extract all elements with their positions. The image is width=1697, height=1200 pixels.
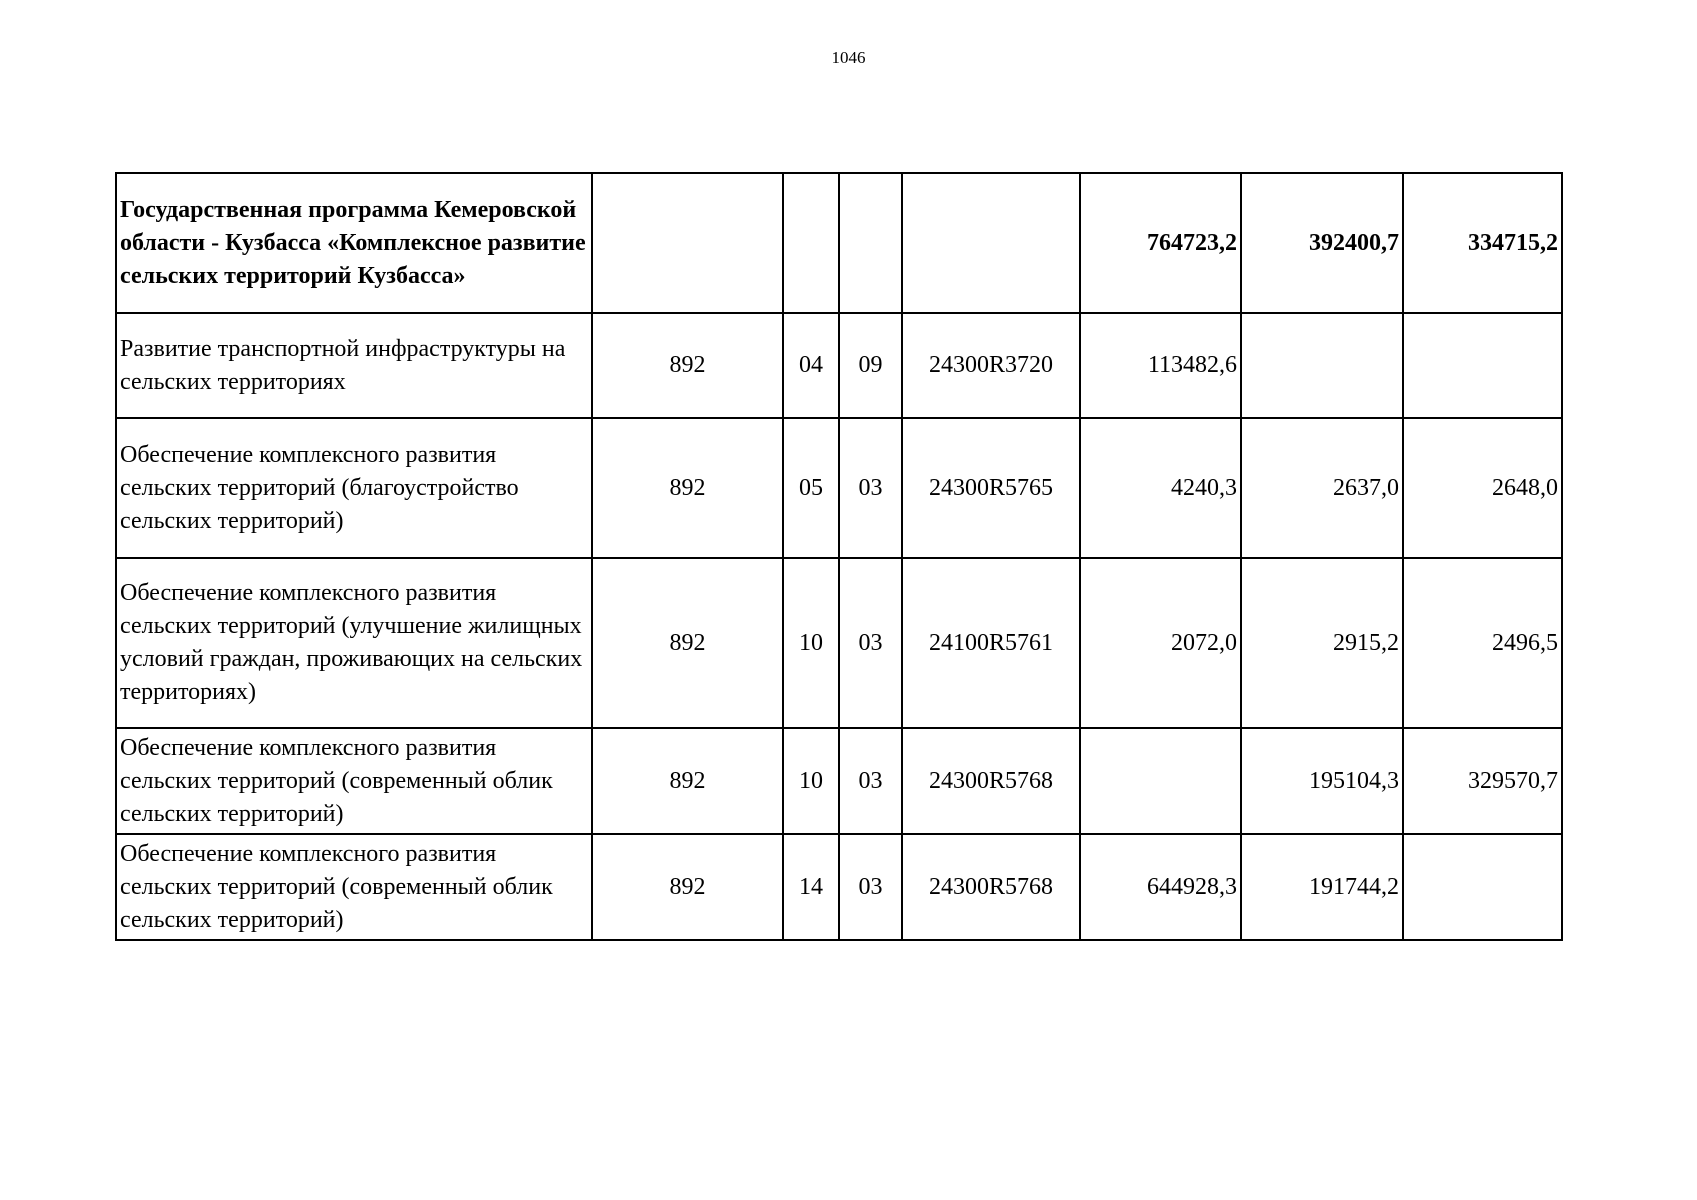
amount-2: 195104,3: [1241, 728, 1403, 834]
subsection-code: 03: [839, 558, 902, 728]
table-row: [116, 313, 1562, 418]
section-code: [783, 173, 839, 313]
ministry-code: 892: [592, 418, 783, 558]
subsection-code: [839, 173, 902, 313]
target-code: [902, 173, 1080, 313]
amount-2: 191744,2: [1241, 834, 1403, 940]
subsection-code: 03: [839, 728, 902, 834]
target-code: 24300R5768: [902, 728, 1080, 834]
amount-2: 2915,2: [1241, 558, 1403, 728]
target-code: 24300R3720: [902, 313, 1080, 418]
program-name: Государственная программа Кемеровской области - Кузбасса «Комплексное развитие сельских территорий Кузбасса»: [116, 173, 592, 313]
budget-table: [115, 172, 1563, 941]
amount-1: [1080, 728, 1241, 834]
page-number: 1046: [831, 48, 866, 67]
amount-2: 2637,0: [1241, 418, 1403, 558]
amount-3: [1403, 834, 1562, 940]
amount-3: 334715,2: [1403, 173, 1562, 313]
section-code: 10: [783, 558, 839, 728]
section-code: 05: [783, 418, 839, 558]
table-row-program: [116, 173, 1562, 313]
section-code: 04: [783, 313, 839, 418]
subsection-code: 03: [839, 834, 902, 940]
row-name: Обеспечение комплексного развития сельских территорий (улучшение жилищных условий граждан, проживающих на сельских территориях): [116, 558, 592, 728]
target-code: 24300R5768: [902, 834, 1080, 940]
amount-1: 644928,3: [1080, 834, 1241, 940]
amount-3: 2496,5: [1403, 558, 1562, 728]
target-code: 24300R5765: [902, 418, 1080, 558]
table-row: [116, 418, 1562, 558]
table-row: [116, 728, 1562, 834]
amount-1: 2072,0: [1080, 558, 1241, 728]
amount-3: 329570,7: [1403, 728, 1562, 834]
amount-3: 2648,0: [1403, 418, 1562, 558]
amount-2: [1241, 313, 1403, 418]
row-name: Обеспечение комплексного развития сельских территорий (благоустройство сельских территорий): [116, 418, 592, 558]
ministry-code: [592, 173, 783, 313]
table-row: [116, 558, 1562, 728]
amount-2: 392400,7: [1241, 173, 1403, 313]
section-code: 10: [783, 728, 839, 834]
ministry-code: 892: [592, 558, 783, 728]
section-code: 14: [783, 834, 839, 940]
amount-1: 764723,2: [1080, 173, 1241, 313]
ministry-code: 892: [592, 313, 783, 418]
amount-1: 113482,6: [1080, 313, 1241, 418]
amount-3: [1403, 313, 1562, 418]
ministry-code: 892: [592, 728, 783, 834]
row-name: Обеспечение комплексного развития сельских территорий (современный облик сельских территорий): [116, 834, 592, 940]
subsection-code: 03: [839, 418, 902, 558]
row-name: Развитие транспортной инфраструктуры на сельских территориях: [116, 313, 592, 418]
row-name: Обеспечение комплексного развития сельских территорий (современный облик сельских территорий): [116, 728, 592, 834]
table-row: [116, 834, 1562, 940]
target-code: 24100R5761: [902, 558, 1080, 728]
subsection-code: 09: [839, 313, 902, 418]
ministry-code: 892: [592, 834, 783, 940]
amount-1: 4240,3: [1080, 418, 1241, 558]
